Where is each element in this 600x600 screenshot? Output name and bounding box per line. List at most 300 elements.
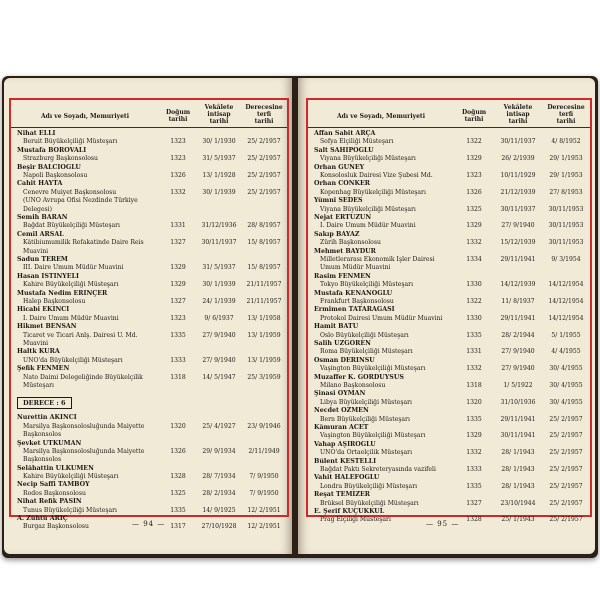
position-title: Zürih Başkonsolosu	[320, 239, 381, 247]
table-header	[308, 100, 590, 128]
entry-line	[11, 222, 287, 230]
table-entry	[308, 474, 590, 491]
page-number: — 94 —	[132, 520, 166, 528]
table-entry	[11, 306, 287, 323]
proxy-date: 28/ 7/1934	[202, 473, 236, 481]
position-title: Rodos Başkonsolosu	[23, 489, 86, 497]
person-name: Vahit HALEFOĞLU	[314, 474, 380, 482]
rank-date: 30/ 4/1955	[549, 398, 583, 406]
table-entry	[11, 164, 287, 181]
proxy-date: 27/ 9/1940	[501, 348, 535, 356]
person-name: Mustafa Nedim ERİNÇER	[17, 289, 108, 297]
entry-line	[11, 189, 287, 197]
proxy-date: 21/12/1939	[500, 188, 536, 196]
position-title: Bağdat Büyükelçiliği Müsteşarı	[23, 222, 120, 230]
rank-date: 30/11/1953	[548, 222, 584, 230]
name-column-header: Adı ve Soyadı, Memuriyeti	[41, 113, 129, 120]
position-title: Cenevre Muiyet Başkonsolosu	[23, 188, 117, 196]
position-title: Kopenhag Büyükelçiliği Müsteşarı	[320, 188, 426, 196]
rank-date: 5/ 1/1955	[551, 331, 581, 339]
degree-label: DERECE : 6	[17, 397, 72, 409]
person-name: Mehmet BAYDUR	[314, 247, 376, 255]
person-name: Selâhattin ÜLKÜMEN	[17, 464, 94, 472]
entry-line	[308, 500, 590, 508]
entry-line	[308, 466, 590, 474]
entry-line	[308, 365, 590, 373]
position-title: Tunus Büyükelçiliği Müsteşarı	[23, 506, 117, 514]
table-entry	[11, 365, 287, 390]
person-name: Kâmuran ACET	[314, 423, 369, 431]
person-name: Cemil ARSAL	[17, 230, 64, 238]
birth-date: 1317	[170, 523, 186, 531]
entry-line	[308, 206, 590, 214]
proxy-date: 23/10/1944	[500, 499, 536, 507]
position-title: UNO'da Büyükelçiliği Müsteşarı	[23, 356, 123, 364]
table-entry	[308, 164, 590, 181]
position-title: Sofya Elçiliği Müsteşarı	[320, 138, 394, 146]
proxy-date: 14/ 5/1947	[202, 373, 236, 381]
rank-date: 29/ 1/1953	[549, 172, 583, 179]
rank-date: 30/11/1953	[548, 205, 584, 213]
table-entry	[308, 147, 590, 164]
entry-line	[308, 449, 590, 457]
entry-line	[308, 264, 590, 272]
birth-date: 1326	[170, 447, 186, 455]
proxy-date: 29/11/1941	[500, 255, 536, 263]
table-entry	[308, 180, 590, 197]
person-name: Salt SAHİPOĞLU	[314, 146, 374, 154]
birth-date: 1322	[466, 138, 482, 146]
birth-date: 1328	[466, 516, 482, 524]
rank-date: 9/ 3/1954	[551, 255, 581, 263]
position-title: Ticaret ve Ticari Anlş. Dairesi U. Md.	[23, 331, 138, 339]
proxy-date: 30/ 1/1939	[202, 188, 236, 196]
proxy-date: 11/ 8/1937	[501, 297, 535, 305]
person-name: Mustafa KENANOĞLU	[314, 289, 393, 297]
entry-line	[308, 416, 590, 424]
position-title: Umum Müdür Muavini	[320, 264, 391, 272]
person-name: Hamit BATU	[314, 323, 359, 331]
proxy-date: 31/12/1936	[201, 222, 237, 230]
proxy-date: 28/ 2/1944	[501, 331, 535, 339]
person-name: Muzaffer K. GÖRDUYSUS	[314, 373, 404, 381]
table-entry	[11, 498, 287, 515]
position-title: Müsteşarı	[23, 381, 54, 389]
proxy-date: 26/ 2/1939	[501, 155, 535, 163]
rank-date: 4/ 4/1955	[551, 348, 581, 356]
birth-date: 1325	[170, 489, 186, 497]
person-name: Rasim FENMEN	[314, 272, 371, 280]
birth-date: 1335	[170, 331, 186, 339]
proxy-date: 27/ 9/1940	[501, 222, 535, 230]
entry-line	[308, 222, 590, 230]
position-title: Vaşington Büyükelçiliği Müsteşarı	[320, 432, 426, 440]
table-header	[11, 100, 287, 128]
entry-line	[11, 357, 287, 365]
table-entry	[308, 441, 590, 458]
table-entry	[11, 348, 287, 365]
table-entry	[11, 481, 287, 498]
table-entry	[308, 491, 590, 508]
birth-date: 1335	[466, 415, 482, 423]
rank-date: 4/ 8/1952	[551, 138, 581, 146]
person-name: Vahap AŞIROĞLU	[314, 440, 376, 448]
birth-date: 1332	[466, 449, 482, 457]
proxy-date: 24/ 1/1939	[202, 297, 236, 305]
position-title: (UNO Avrupa Ofisi Nezdinde Türkiye	[23, 197, 138, 205]
table-entry	[11, 323, 287, 348]
entry-line	[11, 138, 287, 146]
person-name: Semih BARAN	[17, 213, 68, 221]
person-name: Orhan CONKER	[314, 180, 370, 188]
proxy-date: 14/ 9/1925	[202, 506, 236, 514]
proxy-column-header: Vekâlete intisap tarihi	[503, 104, 533, 125]
birth-date: 1329	[170, 264, 186, 272]
rank-date: 7/ 9/1950	[249, 473, 279, 481]
birth-date: 1327	[170, 297, 186, 305]
position-title: Napoli Başkonsolosu	[23, 172, 88, 179]
rank-date: 25/ 2/1957	[549, 432, 583, 440]
birth-date: 1333	[466, 465, 482, 473]
birth-date: 1320	[466, 398, 482, 406]
entry-line	[308, 483, 590, 491]
right-table-body	[308, 130, 590, 525]
entry-line	[11, 281, 287, 289]
proxy-date: 31/10/1936	[500, 398, 536, 406]
entry-line	[308, 256, 590, 264]
table-entry	[11, 214, 287, 231]
proxy-date: 1/ 5/1922	[503, 381, 533, 389]
person-name: Haltk KURA	[17, 348, 60, 356]
position-title: Muavini	[23, 247, 49, 255]
position-title: III. Daire Umum Müdür Muavini	[23, 264, 124, 272]
position-title: Muavini	[23, 339, 49, 347]
proxy-date: 30/ 1/1930	[202, 138, 236, 146]
rank-date: 13/ 1/1959	[247, 331, 281, 339]
right-table-frame	[306, 98, 592, 524]
table-entry	[308, 458, 590, 475]
table-entry	[308, 424, 590, 441]
position-title: Viyana Büyükelçiliği Müsteşarı	[320, 155, 416, 163]
position-title: Viyana Büyükelçiliği Müsteşarı	[320, 205, 416, 213]
birth-date: 1323	[466, 172, 482, 179]
person-name: Sadun TEREM	[17, 255, 68, 263]
position-title: Nato Daimi Delegeliğinde Büyükelçilik	[23, 373, 143, 381]
person-name: Cahit HAYTA	[17, 180, 63, 188]
rank-date: 25/ 2/1957	[549, 465, 583, 473]
proxy-date: 30/11/1937	[500, 205, 536, 213]
position-title: Libya Büyükelçiliği Müsteşarı	[320, 398, 412, 406]
proxy-date: 14/12/1939	[500, 281, 536, 289]
rank-date: 12/ 2/1951	[247, 506, 281, 514]
position-title: Konsolosluk Dairesi Vize Şubesi Md.	[320, 172, 433, 179]
table-entry	[11, 180, 287, 214]
entry-line	[11, 248, 287, 256]
table-entry	[308, 306, 590, 323]
entry-line	[308, 432, 590, 440]
proxy-column-header: Vekâlete intisap tarihi	[204, 104, 234, 125]
birth-date: 1318	[170, 373, 186, 381]
entry-line	[11, 374, 287, 382]
birth-date: 1326	[170, 172, 186, 179]
entry-line	[308, 281, 590, 289]
position-title: Kahire Büyükelçiliği Müsteşarı	[23, 473, 119, 481]
entry-line	[308, 332, 590, 340]
table-entry	[308, 323, 590, 340]
table-entry	[11, 273, 287, 290]
person-name: Affan Sabit ARÇA	[314, 130, 376, 137]
left-table-body	[11, 130, 287, 532]
position-title: Burgaz Başkonsolosu	[23, 523, 89, 531]
proxy-date: 31/ 5/1937	[202, 155, 236, 163]
rank-date: 14/12/1954	[548, 297, 584, 305]
entry-line	[11, 172, 287, 180]
position-title: Londra Büyükelçiliği Müsteşarı	[320, 482, 418, 490]
position-title: UNO'da Ortaelçilik Müsteşarı	[320, 449, 413, 457]
table-entry	[308, 407, 590, 424]
person-name: Nihat ELLİ	[17, 130, 56, 137]
table-entry	[11, 130, 287, 147]
table-entry	[308, 390, 590, 407]
position-title: Tokyo Büyükelçiliği Müsteşarı	[320, 281, 414, 289]
rank-date: 25/ 3/1959	[247, 373, 281, 381]
rank-date: 25/ 2/1957	[549, 499, 583, 507]
birth-date: 1325	[466, 205, 482, 213]
rank-column-header: Derecesine terfi tarihi	[245, 104, 283, 125]
proxy-date: 28/ 1/1943	[501, 465, 535, 473]
birth-date: 1323	[170, 138, 186, 146]
proxy-date: 25/ 4/1927	[202, 422, 236, 430]
proxy-date: 9/ 6/1937	[204, 314, 234, 322]
rank-date: 30/11/1953	[548, 239, 584, 247]
position-title: Kâtibiumumilik Refakatinde Daire Reis	[23, 239, 144, 247]
proxy-date: 28/ 2/1934	[202, 489, 236, 497]
entry-line	[308, 189, 590, 197]
entry-line	[11, 239, 287, 247]
birth-date: 1331	[466, 348, 482, 356]
position-title: Vaşington Büyükelçiliği Müsteşarı	[320, 365, 426, 373]
birth-date: 1330	[466, 281, 482, 289]
position-title: Frankfurt Başkonsolosu	[320, 297, 394, 305]
table-entry	[308, 374, 590, 391]
rank-date: 23/ 9/1946	[247, 422, 281, 430]
position-title: I. Daire Umum Müdür Muavini	[23, 314, 119, 322]
table-entry	[308, 248, 590, 273]
position-title: Roma Büyükelçiliği Müsteşarı	[320, 348, 413, 356]
position-title: Milano Başkonsolosu	[320, 381, 386, 389]
proxy-date: 27/ 9/1940	[202, 331, 236, 339]
birth-date: 1334	[466, 255, 482, 263]
table-entry	[308, 214, 590, 231]
position-title: Oslo Büyükelçiliği Müsteşarı	[320, 331, 409, 339]
person-name: A. Zühtü ARIÇ	[17, 515, 68, 523]
left-table-frame	[9, 98, 289, 531]
birth-date: 1326	[466, 188, 482, 196]
entry-line	[11, 206, 287, 214]
entry-line	[11, 423, 287, 431]
entry-line	[308, 172, 590, 180]
person-name: Mustafa BOROVALI	[17, 146, 87, 154]
person-name: Necdet ÖZMEN	[314, 407, 369, 415]
proxy-date: 28/ 1/1943	[501, 449, 535, 457]
table-entry	[11, 465, 287, 482]
birth-date: 1318	[466, 381, 482, 389]
person-name: Osman DERİNSU	[314, 356, 375, 364]
entry-line	[308, 348, 590, 356]
rank-date: 14/12/1954	[548, 314, 584, 322]
birth-date: 1332	[466, 365, 482, 373]
position-title: Brüksel Büyükelçiliği Müsteşarı	[320, 499, 419, 507]
rank-date: 13/ 1/1958	[247, 314, 281, 322]
proxy-date: 30/11/1937	[500, 138, 536, 146]
proxy-date: 29/11/1941	[500, 314, 536, 322]
birth-date: 1330	[466, 314, 482, 322]
rank-date: 14/12/1954	[548, 281, 584, 289]
table-entry	[308, 197, 590, 214]
birth-date: 1329	[466, 222, 482, 230]
right-page	[298, 78, 595, 554]
position-title: Beruit Büyükelçiliği Müsteşarı	[23, 138, 118, 146]
entry-line	[11, 507, 287, 515]
entry-line	[11, 298, 287, 306]
entry-line	[308, 239, 590, 247]
rank-column-header: Derecesine terfi tarihi	[547, 104, 585, 125]
table-entry	[11, 256, 287, 273]
birth-date: 1322	[466, 297, 482, 305]
rank-date: 15/ 8/1957	[247, 239, 281, 247]
person-name: Nurettin AKINCI	[17, 414, 77, 422]
rank-date: 25/ 2/1957	[549, 516, 583, 524]
entry-line	[11, 456, 287, 464]
birth-column-header: Doğum tarihi	[165, 109, 191, 123]
entry-line	[11, 431, 287, 439]
table-entry	[11, 440, 287, 465]
entry-line	[11, 340, 287, 348]
position-title: Kahire Büyükelçiliği Müsteşarı	[23, 281, 119, 289]
entry-line	[11, 382, 287, 390]
person-name: Orhan GÜNEY	[314, 163, 365, 171]
proxy-date: 25/ 1/1943	[501, 516, 535, 524]
proxy-date: 28/ 1/1943	[501, 482, 535, 490]
rank-date: 25/ 2/1957	[549, 449, 583, 457]
rank-date: 15/ 8/1957	[247, 264, 281, 272]
table-entry	[308, 357, 590, 374]
rank-date: 25/ 2/1957	[247, 138, 281, 146]
table-entry	[308, 130, 590, 147]
rank-date: 25/ 2/1957	[247, 188, 281, 196]
rank-date: 30/ 4/1955	[549, 381, 583, 389]
person-name: Şevket UTKUMAN	[17, 439, 82, 447]
page-number: — 95 —	[426, 520, 460, 528]
birth-date: 1335	[170, 506, 186, 514]
position-title: Marsilya Başkonsolosluğunda Maiyette	[23, 422, 145, 430]
table-entry	[308, 231, 590, 248]
person-name: Hikmet BENSAN	[17, 323, 77, 331]
birth-column-header: Doğum tarihi	[461, 109, 487, 123]
entry-line	[308, 315, 590, 323]
rank-date: 27/ 8/1953	[549, 188, 583, 196]
birth-date: 1323	[170, 314, 186, 322]
entry-line	[308, 298, 590, 306]
proxy-date: 30/ 1/1939	[202, 281, 236, 289]
birth-date: 1333	[170, 356, 186, 364]
birth-date: 1323	[170, 155, 186, 163]
table-entry	[11, 231, 287, 256]
rank-date: 25/ 2/1957	[549, 415, 583, 423]
proxy-date: 29/ 9/1934	[202, 447, 236, 455]
position-title: Başkonsolos	[23, 431, 62, 439]
entry-line	[11, 490, 287, 498]
birth-date: 1335	[466, 482, 482, 490]
table-entry	[11, 414, 287, 439]
entry-line	[11, 473, 287, 481]
proxy-date: 27/ 9/1940	[202, 356, 236, 364]
person-name: Şefik FENMEN	[17, 365, 70, 373]
person-name: Nihat Refik PASİN	[17, 498, 82, 506]
proxy-date: 10/11/1929	[500, 172, 536, 179]
birth-date: 1328	[170, 473, 186, 481]
rank-date: 21/11/1957	[246, 297, 282, 305]
position-title: Bağdat Paktı Sekreteryasında vazifeli	[320, 465, 436, 473]
position-title: Marsilya Başkonsolosluğunda Maiyette	[23, 447, 145, 455]
person-name: Reşat TEMİZER	[314, 491, 370, 499]
table-entry	[308, 290, 590, 307]
entry-line	[11, 448, 287, 456]
entry-line	[308, 138, 590, 146]
person-name: Sakıp BAYAZ	[314, 230, 360, 238]
rank-date: 28/ 8/1957	[247, 222, 281, 230]
rank-date: 12/ 2/1951	[247, 523, 281, 531]
proxy-date: 27/ 9/1940	[501, 365, 535, 373]
birth-date: 1332	[170, 188, 186, 196]
entry-line	[11, 315, 287, 323]
entry-line	[11, 155, 287, 163]
table-entry	[11, 290, 287, 307]
person-name: Necip Saffi TAMBOY	[17, 481, 90, 489]
person-name: Yümni SEDES	[314, 197, 363, 205]
position-title: Strazburg Başkonsolosu	[23, 155, 98, 163]
person-name: Beşir BALCIOĞLU	[17, 163, 81, 171]
entry-line	[308, 399, 590, 407]
proxy-date: 27/10/1928	[201, 523, 237, 531]
person-name: Salih UZGÖREN	[314, 339, 371, 347]
rank-date: 7/ 9/1950	[249, 489, 279, 497]
position-title: Milletlerarası Ekonomik İşler Dairesi	[320, 255, 435, 263]
rank-date: 2/11/1949	[248, 447, 280, 455]
table-entry	[308, 273, 590, 290]
entry-line	[308, 382, 590, 390]
person-name: Şinasi OYMAN	[314, 390, 366, 398]
left-page	[4, 78, 292, 554]
rank-date: 25/ 2/1957	[247, 155, 281, 163]
person-name: Hicabi EKİNCİ	[17, 306, 70, 314]
proxy-date: 13/ 1/1928	[202, 172, 236, 179]
rank-date: 25/ 2/1957	[549, 482, 583, 490]
birth-date: 1327	[466, 499, 482, 507]
proxy-date: 30/11/1937	[201, 239, 237, 247]
person-name: E. Şerif KÜÇÜKKUL	[314, 507, 385, 515]
person-name: Bülent KESTELLİ	[314, 457, 377, 465]
position-title: Halep Başkonsolosu	[23, 297, 86, 305]
position-title: Protokol Dairesi Umum Müdür Muavini	[320, 314, 443, 322]
position-title: Başkonsolos	[23, 456, 62, 464]
rank-date: 13/ 1/1959	[247, 356, 281, 364]
birth-date: 1329	[170, 281, 186, 289]
table-entry	[308, 340, 590, 357]
entry-line	[11, 332, 287, 340]
rank-date: 25/ 2/1957	[247, 172, 281, 179]
birth-date: 1327	[170, 239, 186, 247]
